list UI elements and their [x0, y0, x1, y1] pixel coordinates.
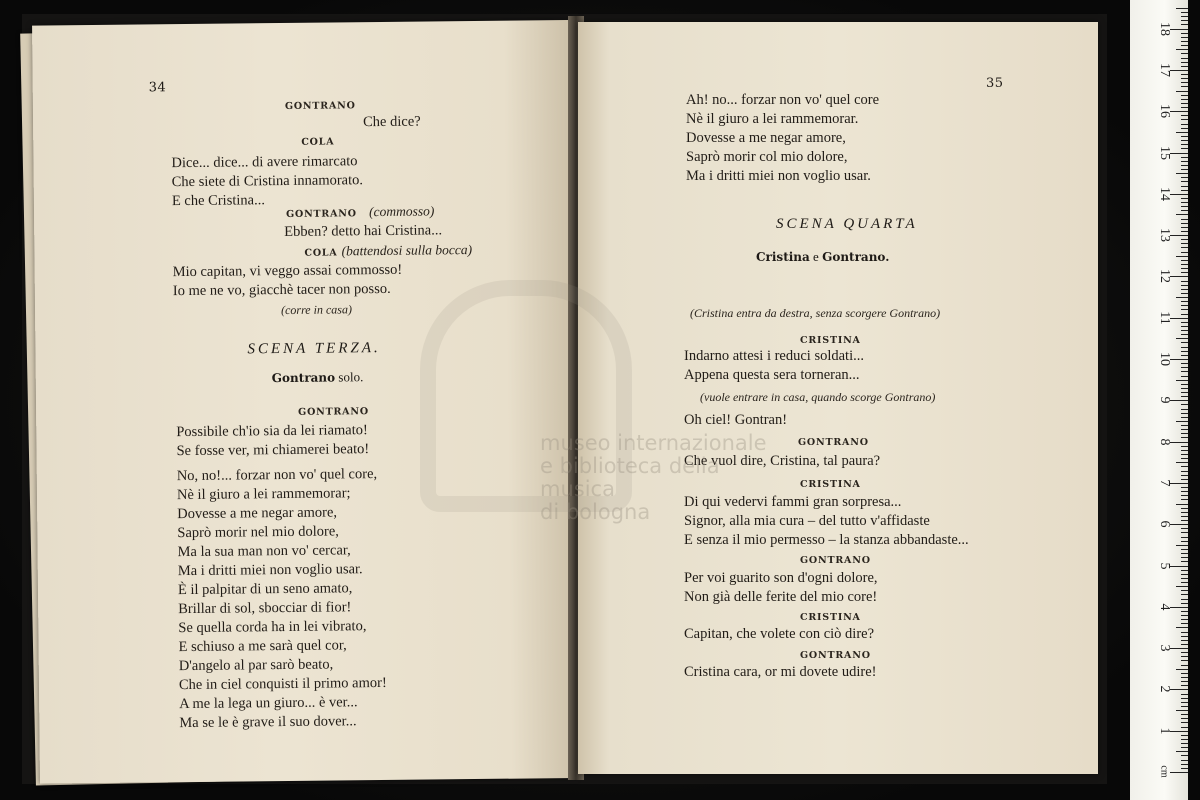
verse-line: Signor, alla mia cura – del tutto v'affidaste [684, 513, 930, 529]
speaker-label: GONTRANO [800, 555, 871, 566]
ruler-tick [1181, 508, 1188, 509]
verse-line: Dovesse a me negar amore, [177, 504, 338, 523]
ruler-tick [1181, 119, 1188, 120]
ruler-tick [1181, 677, 1188, 678]
ruler-number: 12 [1157, 269, 1172, 284]
ruler-number: 2 [1157, 685, 1172, 693]
ruler-tick [1181, 190, 1188, 191]
ruler-tick [1170, 648, 1188, 649]
cast-rest: solo. [335, 369, 364, 385]
ruler-tick [1176, 545, 1188, 546]
ruler-number: 7 [1157, 479, 1172, 487]
ruler-tick [1181, 140, 1188, 141]
verse-line: Se fosse ver, mi chiamerei beato! [176, 441, 370, 460]
ruler-tick [1181, 144, 1188, 145]
scene-cast [756, 249, 889, 265]
verse-line: D'angelo al par sarò beato, [178, 656, 334, 675]
ruler-tick [1181, 599, 1188, 600]
ruler-tick [1181, 355, 1188, 356]
ruler-number: 10 [1157, 352, 1172, 366]
ruler-tick [1170, 566, 1188, 567]
ruler-tick [1181, 231, 1188, 232]
speaker-label: GONTRANO [284, 100, 356, 112]
ruler-tick [1181, 594, 1188, 595]
speaker-label: GONTRANO [800, 650, 871, 661]
ruler-tick [1176, 338, 1188, 339]
ruler-tick [1181, 454, 1188, 455]
ruler-tick [1181, 314, 1188, 315]
ruler-tick [1181, 239, 1188, 240]
ruler-tick [1176, 751, 1188, 752]
verse-line: E che Cristina... [171, 192, 266, 210]
ruler-tick [1181, 743, 1188, 744]
verse-line: Ma la sua man non vo' cercar, [177, 542, 351, 561]
ruler-tick [1181, 74, 1188, 75]
ruler-tick [1181, 264, 1188, 265]
ruler-tick [1181, 660, 1188, 661]
ruler-tick [1181, 495, 1188, 496]
ruler-number: 1 [1157, 727, 1172, 735]
ruler-tick [1181, 281, 1188, 282]
ruler-tick [1170, 689, 1188, 690]
ruler-tick [1176, 669, 1188, 670]
speaker-label: COLA [301, 136, 335, 148]
speaker-label [304, 242, 472, 260]
verse-line: Per voi guarito son d'ogni dolore, [684, 570, 878, 586]
ruler-tick [1181, 768, 1188, 769]
ruler-tick [1181, 103, 1188, 104]
verse-line: Indarno attesi i reduci soldati... [684, 348, 864, 364]
ruler-tick [1181, 322, 1188, 323]
ruler-tick [1181, 722, 1188, 723]
ruler-tick [1181, 86, 1188, 87]
ruler-tick [1181, 619, 1188, 620]
ruler-tick [1181, 289, 1188, 290]
scene-heading: SCENA TERZA. [247, 340, 381, 358]
cast-rest: e [809, 249, 823, 264]
ruler-tick [1181, 437, 1188, 438]
ruler-tick [1176, 8, 1188, 9]
ruler-tick [1181, 673, 1188, 674]
ruler-tick [1181, 342, 1188, 343]
ruler-tick [1181, 351, 1188, 352]
ruler-number: 16 [1157, 104, 1172, 119]
ruler-tick [1181, 20, 1188, 21]
ruler-tick [1176, 627, 1188, 628]
verse-line: È il palpitar di un seno amato, [177, 580, 353, 599]
ruler-tick [1170, 772, 1188, 773]
ruler-tick [1170, 359, 1188, 360]
ruler-tick [1181, 206, 1188, 207]
ruler-tick [1181, 466, 1188, 467]
ruler-tick [1176, 504, 1188, 505]
ruler-tick [1181, 124, 1188, 125]
ruler-tick [1181, 764, 1188, 765]
ruler-tick [1181, 491, 1188, 492]
ruler-tick [1170, 194, 1188, 195]
verse-line: Ma i dritti miei non voglio usar. [177, 561, 363, 580]
ruler-tick [1181, 727, 1188, 728]
page-number: 35 [986, 76, 1004, 91]
verse-line: A me la lega un giuro... è ver... [179, 694, 358, 713]
ruler-tick [1181, 82, 1188, 83]
ruler-tick [1181, 665, 1188, 666]
ruler-tick [1181, 479, 1188, 480]
verse-line: Capitan, che volete con ciò dire? [684, 626, 875, 642]
verse-line: Saprò morir nel mio dolore, [177, 523, 339, 542]
ruler-number: 18 [1157, 21, 1172, 36]
verse-line: Cristina cara, or mi dovete udire! [684, 664, 877, 680]
ruler-number: 13 [1157, 228, 1172, 243]
ruler-tick [1181, 58, 1188, 59]
watermark-line: museo internazionale [540, 431, 767, 455]
ruler-tick [1181, 685, 1188, 686]
ruler-tick [1181, 62, 1188, 63]
ruler-tick [1181, 367, 1188, 368]
ruler-tick [1181, 198, 1188, 199]
ruler-tick [1181, 53, 1188, 54]
ruler-tick [1181, 681, 1188, 682]
ruler-tick [1181, 623, 1188, 624]
ruler-tick [1170, 235, 1188, 236]
verse-line: Dovesse a me negar amore, [686, 130, 846, 146]
ruler-tick [1181, 186, 1188, 187]
ruler-tick [1181, 165, 1188, 166]
ruler-tick [1181, 45, 1188, 46]
ruler-tick [1181, 487, 1188, 488]
ruler-tick [1181, 450, 1188, 451]
ruler-tick [1181, 735, 1188, 736]
ruler-tick [1170, 70, 1188, 71]
ruler-tick [1181, 37, 1188, 38]
ruler-tick [1181, 694, 1188, 695]
stage-direction: (battendosi sulla bocca) [341, 242, 473, 259]
ruler-tick [1176, 132, 1188, 133]
ruler-tick [1170, 442, 1188, 443]
ruler-tick [1181, 243, 1188, 244]
ruler-tick [1181, 570, 1188, 571]
ruler-tick [1181, 128, 1188, 129]
verse-line: Che in ciel conquisti il primo amor! [178, 674, 387, 694]
ruler-tick [1170, 524, 1188, 525]
ruler-tick [1181, 541, 1188, 542]
ruler-tick [1181, 285, 1188, 286]
cast-name: Gontrano [271, 370, 336, 386]
ruler-tick [1181, 698, 1188, 699]
speaker-label: GONTRANO [798, 437, 869, 448]
ruler-tick [1181, 41, 1188, 42]
scene-heading: SCENA QUARTA [776, 216, 918, 232]
ruler-tick [1181, 210, 1188, 211]
speaker-label: CRISTINA [800, 612, 861, 623]
ruler-tick [1181, 392, 1188, 393]
ruler-tick [1181, 714, 1188, 715]
scene-cast [272, 369, 364, 386]
ruler-number: 17 [1157, 62, 1172, 77]
cast-name: Gontrano. [822, 250, 890, 264]
ruler-tick [1170, 153, 1188, 154]
speaker-label [286, 203, 435, 221]
verse-line: Se quella corda ha in lei vibrato, [178, 618, 367, 637]
ruler-tick [1181, 458, 1188, 459]
ruler-tick [1181, 157, 1188, 158]
verse-line: Ah! no... forzar non vo' quel core [686, 92, 880, 108]
ruler-tick [1181, 760, 1188, 761]
ruler-tick [1181, 644, 1188, 645]
ruler-tick [1181, 549, 1188, 550]
ruler-tick [1181, 632, 1188, 633]
ruler-tick [1181, 499, 1188, 500]
ruler-tick [1181, 347, 1188, 348]
verse-line: Ma se le è grave il suo dover... [179, 713, 357, 732]
ruler-tick [1181, 557, 1188, 558]
ruler-tick [1181, 376, 1188, 377]
verse-line: Possibile ch'io sia da lei riamato! [176, 422, 368, 441]
verse-line: Di qui vedervi fammi gran sorpresa... [684, 494, 902, 510]
ruler-tick [1181, 252, 1188, 253]
museum-watermark [540, 432, 780, 524]
verse-line: Che dice? [363, 113, 421, 131]
ruler-tick [1181, 148, 1188, 149]
ruler-tick [1170, 29, 1188, 30]
ruler-tick [1181, 309, 1188, 310]
ruler-number: 6 [1157, 520, 1172, 528]
ruler-tick [1176, 462, 1188, 463]
ruler-tick [1181, 16, 1188, 17]
ruler-unit-label: cm [1158, 765, 1170, 778]
ruler-tick [1181, 293, 1188, 294]
ruler-tick [1181, 33, 1188, 34]
verse-line: E senza il mio permesso – la stanza abbandaste... [684, 532, 969, 548]
ruler-tick [1181, 371, 1188, 372]
verse-line: E schiuso a me sarà quel cor, [178, 637, 347, 656]
ruler-tick [1181, 95, 1188, 96]
ruler-tick [1181, 611, 1188, 612]
verse-line: Oh ciel! Gontran! [684, 412, 788, 428]
ruler-tick [1181, 532, 1188, 533]
ruler-number: 9 [1157, 396, 1172, 404]
right-page [578, 22, 1098, 774]
ruler-number: 8 [1157, 438, 1172, 446]
ruler-tick [1181, 475, 1188, 476]
ruler-tick [1181, 755, 1188, 756]
verse-line: Io me ne vo, giacchè tacer non posso. [172, 280, 391, 300]
page-number: 34 [148, 80, 167, 96]
ruler-tick [1181, 177, 1188, 178]
ruler-tick [1181, 590, 1188, 591]
ruler-tick [1176, 256, 1188, 257]
ruler-tick [1181, 219, 1188, 220]
ruler-tick [1181, 520, 1188, 521]
ruler-tick [1176, 710, 1188, 711]
ruler-tick [1181, 169, 1188, 170]
ruler-tick [1181, 718, 1188, 719]
ruler-tick [1181, 516, 1188, 517]
ruler-tick [1181, 425, 1188, 426]
ruler-tick [1181, 388, 1188, 389]
ruler-tick [1181, 574, 1188, 575]
verse-line: Che siete di Cristina innamorato. [171, 172, 364, 191]
ruler-tick [1181, 747, 1188, 748]
verse-line: Nè il giuro a lei rammemorar. [686, 111, 859, 127]
verse-line: Brillar di sol, sbocciar di fior! [178, 599, 352, 618]
ruler-tick [1181, 12, 1188, 13]
ruler-tick [1181, 603, 1188, 604]
ruler-tick [1181, 636, 1188, 637]
speaker-label: CRISTINA [800, 335, 861, 346]
ruler-tick [1181, 512, 1188, 513]
verse-line: Dice... dice... di avere rimarcato [171, 153, 358, 172]
ruler-tick [1181, 615, 1188, 616]
verse-line: Che vuol dire, Cristina, tal paura? [684, 453, 881, 469]
ruler-tick [1181, 446, 1188, 447]
stage-direction: (corre in casa) [280, 302, 352, 318]
ruler-number: 14 [1157, 186, 1172, 201]
ruler-tick [1176, 91, 1188, 92]
ruler-tick [1181, 99, 1188, 100]
ruler-tick [1181, 537, 1188, 538]
ruler-tick [1181, 326, 1188, 327]
ruler-tick [1181, 305, 1188, 306]
ruler-tick [1181, 561, 1188, 562]
ruler-tick [1170, 607, 1188, 608]
stage-direction: (Cristina entra da destra, senza scorgere Gontrano) [690, 306, 941, 320]
ruler-tick [1181, 107, 1188, 108]
ruler-tick [1181, 115, 1188, 116]
ruler-number: 4 [1157, 603, 1172, 611]
verse-line: Saprò morir col mio dolore, [686, 149, 848, 165]
ruler-tick [1181, 66, 1188, 67]
ruler-tick [1170, 483, 1188, 484]
ruler-tick [1181, 363, 1188, 364]
ruler-tick [1176, 297, 1188, 298]
ruler-tick [1181, 404, 1188, 405]
verse-line: Mio capitan, vi veggo assai commosso! [172, 261, 403, 281]
ruler-tick [1181, 161, 1188, 162]
cast-name: Cristina [756, 250, 810, 264]
ruler-tick [1176, 49, 1188, 50]
watermark-line: di bologna [540, 500, 651, 524]
stage-direction: (commosso) [369, 203, 435, 220]
ruler-tick [1181, 413, 1188, 414]
ruler-tick [1181, 582, 1188, 583]
stage-direction: (vuole entrare in casa, quando scorge Gontrano) [700, 390, 936, 404]
ruler-tick [1181, 181, 1188, 182]
ruler-tick [1181, 652, 1188, 653]
ruler-tick [1170, 731, 1188, 732]
ruler-tick [1181, 433, 1188, 434]
ruler-tick [1181, 334, 1188, 335]
ruler-tick [1170, 318, 1188, 319]
ruler-tick [1181, 706, 1188, 707]
ruler-tick [1181, 247, 1188, 248]
ruler-tick [1181, 553, 1188, 554]
ruler-tick [1181, 409, 1188, 410]
ruler-number: 5 [1157, 562, 1172, 569]
ruler-tick [1181, 202, 1188, 203]
ruler-tick [1181, 78, 1188, 79]
ruler-tick [1176, 214, 1188, 215]
speaker-label: GONTRANO [298, 406, 369, 418]
ruler-tick [1181, 260, 1188, 261]
ruler-number: 11 [1157, 310, 1172, 325]
verse-line: No, no!... forzar non vo' quel core, [176, 466, 378, 485]
ruler-tick [1181, 417, 1188, 418]
ruler-tick [1181, 528, 1188, 529]
speaker-name: COLA [304, 247, 338, 259]
verse-line: Ma i dritti miei non voglio usar. [686, 168, 871, 184]
ruler-tick [1181, 396, 1188, 397]
ruler-tick [1181, 384, 1188, 385]
ruler-tick [1181, 272, 1188, 273]
ruler-tick [1170, 276, 1188, 277]
ruler-tick [1181, 656, 1188, 657]
ruler-tick [1181, 227, 1188, 228]
ruler-number: 3 [1157, 644, 1172, 652]
ruler-tick [1181, 471, 1188, 472]
ruler-tick [1181, 578, 1188, 579]
ruler-tick [1176, 421, 1188, 422]
ruler-tick [1181, 301, 1188, 302]
ruler-tick [1170, 400, 1188, 401]
ruler-tick [1176, 173, 1188, 174]
verse-line: Ebben? detto hai Cristina... [284, 222, 443, 241]
ruler-tick [1176, 380, 1188, 381]
measuring-ruler [1130, 0, 1188, 800]
speaker-name: GONTRANO [285, 208, 357, 220]
ruler-tick [1181, 24, 1188, 25]
ruler-tick [1181, 136, 1188, 137]
ruler-tick [1181, 640, 1188, 641]
ruler-tick [1181, 223, 1188, 224]
ruler-tick [1181, 739, 1188, 740]
ruler-number: 15 [1157, 145, 1172, 160]
verse-line: Nè il giuro a lei rammemorar; [176, 485, 351, 504]
verse-line: Appena questa sera torneran... [684, 367, 860, 383]
ruler-tick [1170, 111, 1188, 112]
ruler-tick [1181, 330, 1188, 331]
watermark-line: e biblioteca della musica [540, 454, 720, 501]
ruler-tick [1181, 702, 1188, 703]
ruler-tick [1181, 429, 1188, 430]
verse-line: Non già delle ferite del mio core! [684, 589, 878, 605]
speaker-label: CRISTINA [800, 479, 861, 490]
ruler-tick [1176, 586, 1188, 587]
ruler-tick [1181, 268, 1188, 269]
